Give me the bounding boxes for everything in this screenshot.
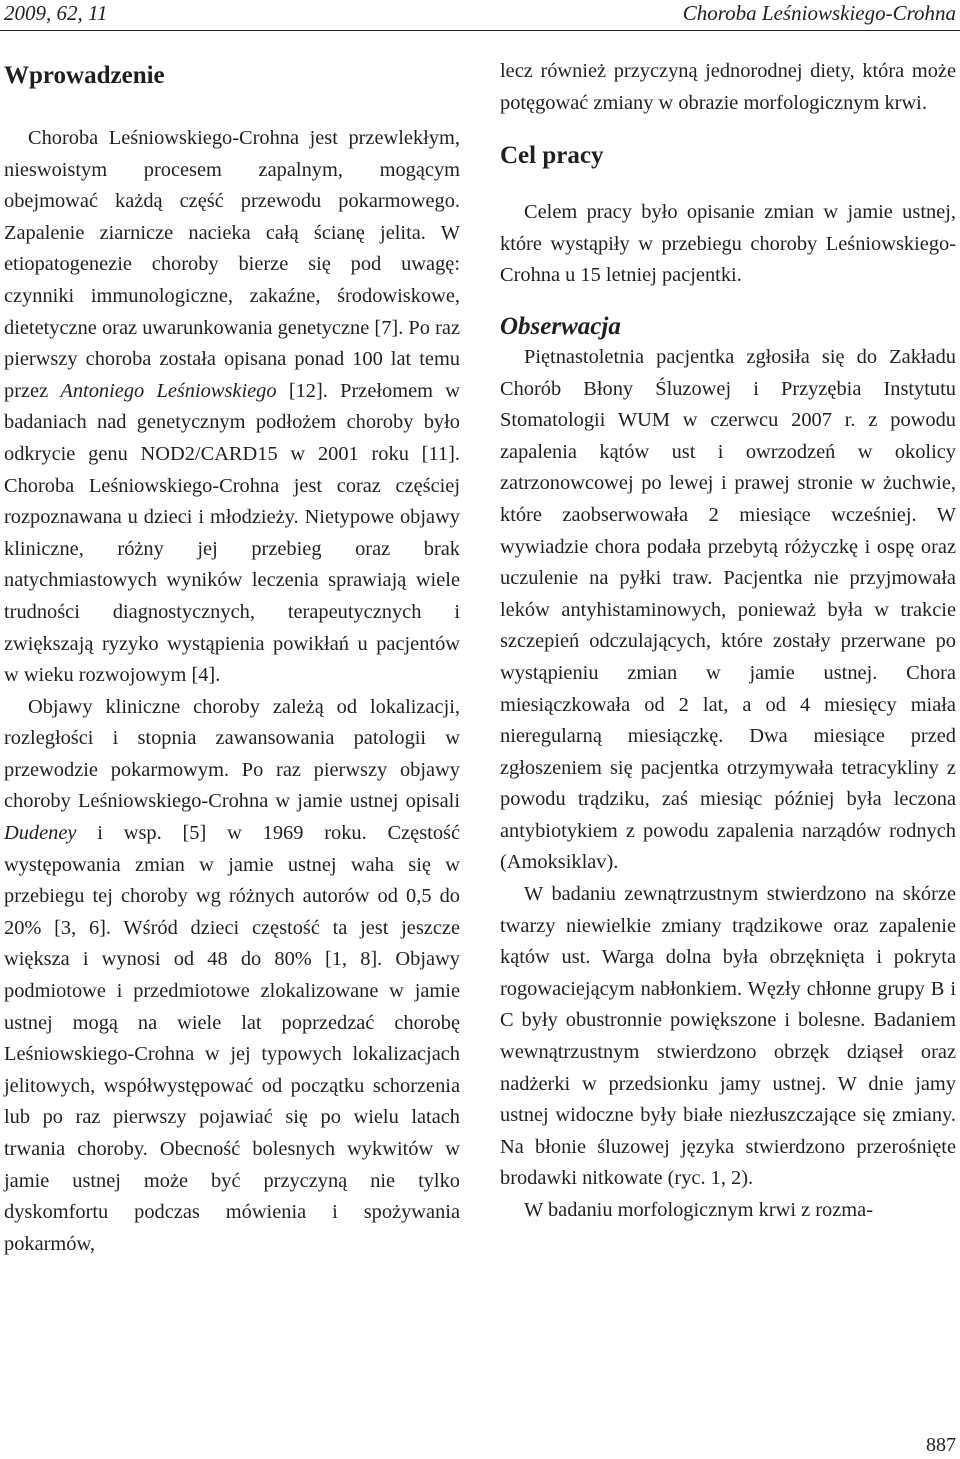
continuation-paragraph: lecz również przyczyną jednorodnej diety, która może potęgować zmiany w obrazie morfologicznym krwi. xyxy=(500,60,956,114)
running-title: Choroba Leśniowskiego-Crohna xyxy=(682,1,956,25)
intro-p1-text-a: Choroba Leśniowskiego-Crohna jest przewlekłym, nieswoistym procesem zapalnym, mogącym obejmować każdą część przewodu pokarmowego. Zapalenie ziarnicze nacieka całą ścianę jelita. W etiopatogenezie choroby bierze się pod uwagę: czynniki immunologiczne, zakaźne, środowiskowe, dietetyczne oraz uwarunkowania genetyczne [7]. Po raz pierwszy choroba została opisana ponad 100 lat temu przez xyxy=(4,127,460,402)
observation-paragraph-2: W badaniu zewnątrzustnym stwierdzono na skórze twarzy niewielkie zmiany trądzikowe oraz zapalenie kątów ust. Warga dolna była obrzęknięta i pokryta rogowaciejącym nabłonkiem. Węzły chłonne grupy B i C były obustronnie powiększone i bolesne. Badaniem wewnątrzustnym stwierdzono obrzęk dziąseł oraz nadżerki w przedsionku jamy ustnej. W dnie jamy ustnej widoczne były białe niezłuszczające się zmiany. Na błonie śluzowej języka stwierdzono przerośnięte brodawki nitkowate (ryc. 1, 2). xyxy=(500,883,956,1190)
intro-p1-text-b: [12]. Przełomem w badaniach nad genetycznym podłożem choroby było odkrycie genu NOD2/CARD15 w 2001 roku [11]. Choroba Leśniowskiego-Crohna jest coraz częściej rozpoznawana u dzieci i młodzieży. Nietypowe objawy kliniczne, różny jej przebieg oraz brak natychmiastowych wyników leczenia sprawiają wiele trudności diagnostycznych, terapeutycznych i zwiększają ryzyko wystąpienia powikłań u pacjentów w wieku rozwojowym [4]. xyxy=(4,379,461,687)
intro-paragraph-1 xyxy=(4,123,460,692)
page-number: 887 xyxy=(926,1434,956,1456)
section-title-observation: Obserwacja xyxy=(500,312,621,340)
right-column xyxy=(500,56,956,1227)
journal-citation: 2009, 62, 11 xyxy=(4,1,108,25)
observation-paragraph-1: Piętnastoletnia pacjentka zgłosiła się do Zakładu Chorób Błony Śluzowej i Przyzębia Instytutu Stomatologii WUM w czerwcu 2007 r. z powodu zapalenia kątów ust i owrzodzeń w okolicy zatrzonowcowej po lewej i prawej stronie w żuchwie, które zaobserwowała 2 miesiące wcześniej. W wywiadzie chora podała przebytą różyczkę i ospę oraz uczulenie na pyłki traw. Pacjentka nie przyjmowała leków antyhistaminowych, ponieważ była w trakcie szczepień odczulających, które zostały przerwane po wystąpieniu zmian w jamie ustnej. Chora miesiączkowała od 2 lat, a od 4 miesięcy miała nieregularną miesiączkę. Dwa miesiące przed zgłoszeniem się pacjentka otrzymywała tetracykliny z powodu trądziku, zaś miesiąc później była leczona antybiotykiem z powodu zapalenia narządów rodnych (Amoksiklav). xyxy=(500,345,956,874)
intro-paragraph-2 xyxy=(4,692,460,1261)
intro-p2-text-a: Objawy kliniczne choroby zależą od lokalizacji, rozległości i stopnia zawansowania patologii w przewodzie pokarmowym. Po raz pierwszy objawy choroby Leśniowskiego-Crohna w jamie ustnej opisali xyxy=(4,695,460,813)
section-title-aim: Cel pracy xyxy=(500,142,604,170)
left-column xyxy=(4,56,460,1260)
running-head xyxy=(0,0,960,31)
intro-p2-text-b: i wsp. [5] w 1969 roku. Częstość występowania zmian w jamie ustnej waha się w przebiegu tej choroby wg różnych autorów od 0,5 do 20% [3, 6]. Wśród dzieci częstość ta jest jeszcze większa i wynosi od 48 do 80% [1, 8]. Objawy podmiotowe i przedmiotowe zlokalizowane w jamie ustnej mogą na wiele lat poprzedzać chorobę Leśniowskiego-Crohna w jej typowych lokalizacjach jelitowych, współwystępować od początku schorzenia lub po raz pierwszy pojawiać się po wielu latach trwania choroby. Obecność bolesnych wykwitów w jamie ustnej może być przyczyną nie tylko dyskomfortu podczas mówienia i spożywania pokarmów, xyxy=(4,822,460,1255)
section-title-introduction: Wprowadzenie xyxy=(4,62,165,89)
author-name-dudeney: Dudeney xyxy=(4,822,77,845)
observation-paragraph-3: W badaniu morfologicznym krwi z rozma- xyxy=(524,1199,873,1221)
aim-paragraph: Celem pracy było opisanie zmian w jamie ustnej, które wystąpiły w przebiegu choroby Leśniowskiego-Crohna u 15 letniej pacjentki. xyxy=(500,201,956,287)
author-name-lesniowski: Antoniego Leśniowskiego xyxy=(60,379,277,402)
